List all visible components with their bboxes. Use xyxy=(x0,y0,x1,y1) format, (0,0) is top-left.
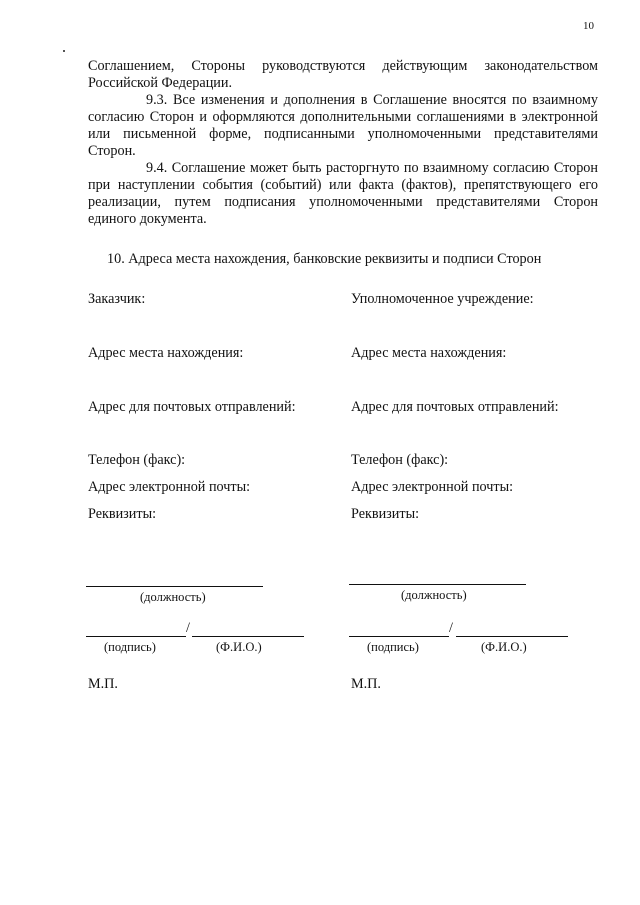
left-name-line xyxy=(192,636,304,637)
left-signature-caption: (подпись) xyxy=(104,640,156,654)
right-position-caption: (должность) xyxy=(401,588,467,602)
right-email-label: Адрес электронной почты: xyxy=(351,479,514,495)
right-signature-slash: / xyxy=(449,620,453,636)
paragraph-continuation: Соглашением, Стороны руководствуются действующим законодательством Российской Федерации. xyxy=(88,58,598,91)
left-position-line xyxy=(86,586,263,587)
right-signature-line xyxy=(349,636,449,637)
left-signature-slash: / xyxy=(186,620,190,636)
body-text xyxy=(88,58,598,228)
section-heading: 10. Адреса места нахождения, банковские реквизиты и подписи Сторон xyxy=(107,251,542,267)
left-email-label: Адрес электронной почты: xyxy=(88,479,251,495)
left-party-label: Заказчик: xyxy=(88,291,146,307)
paragraph-9-3: 9.3. Все изменения и дополнения в Соглашение вносятся по взаимному согласию Сторон и оформляются дополнительными соглашениями в электронной или письменной форме, подписанными уполномоченными представителями Сторон. xyxy=(88,92,598,159)
right-phone-label: Телефон (факс): xyxy=(351,452,449,468)
left-address-label: Адрес места нахождения: xyxy=(88,345,244,361)
left-phone-label: Телефон (факс): xyxy=(88,452,186,468)
left-postal-label: Адрес для почтовых отправлений: xyxy=(88,399,296,415)
paragraph-9-4: 9.4. Соглашение может быть расторгнуто по взаимному согласию Сторон при наступлении события (событий) или факта (фактов), препятствующего его реализации, путем подписания уполномоченными представителями Сторон единого документа. xyxy=(88,160,598,227)
left-requisites-label: Реквизиты: xyxy=(88,506,157,522)
left-position-caption: (должность) xyxy=(140,590,206,604)
left-name-caption: (Ф.И.О.) xyxy=(216,640,262,654)
right-postal-label: Адрес для почтовых отправлений: xyxy=(351,399,559,415)
right-address-label: Адрес места нахождения: xyxy=(351,345,507,361)
right-requisites-label: Реквизиты: xyxy=(351,506,420,522)
scan-speck xyxy=(63,50,65,52)
right-seal-label: М.П. xyxy=(351,676,381,692)
left-seal-label: М.П. xyxy=(88,676,118,692)
page-number: 10 xyxy=(583,20,594,32)
right-party-label: Уполномоченное учреждение: xyxy=(351,291,534,307)
right-name-caption: (Ф.И.О.) xyxy=(481,640,527,654)
left-signature-line xyxy=(86,636,186,637)
right-position-line xyxy=(349,584,526,585)
right-signature-caption: (подпись) xyxy=(367,640,419,654)
right-name-line xyxy=(456,636,568,637)
